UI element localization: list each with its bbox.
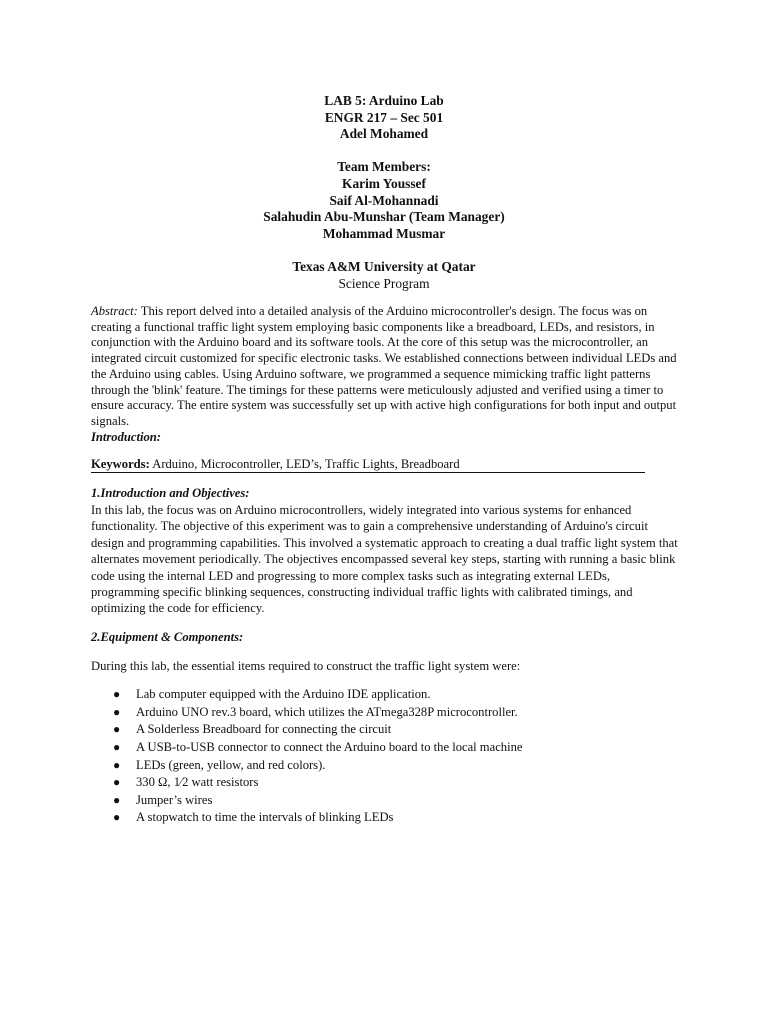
team-member: Mohammad Musmar — [322, 225, 446, 241]
title-block — [0, 93, 768, 292]
list-item: ● Arduino UNO rev.3 board, which utilizes the ATmega328P microcontroller. — [91, 704, 681, 722]
keywords-line — [91, 456, 645, 473]
bullet-icon: ● — [113, 757, 121, 772]
keywords-text: Arduino, Microcontroller, LED’s, Traffic Lights, Breadboard — [149, 457, 460, 472]
bullet-icon: ● — [113, 792, 121, 807]
section-2-heading: 2.Equipment & Components: — [91, 629, 244, 644]
lab-title: LAB 5: Arduino Lab — [324, 93, 444, 108]
program-name: Science Program — [338, 275, 430, 291]
body-content — [91, 304, 681, 827]
list-item: ● Jumper’s wires — [91, 792, 681, 810]
spacer — [91, 646, 681, 659]
team-member: Salahudin Abu-Munshar (Team Manager) — [263, 209, 505, 225]
course-section: ENGR 217 – Sec 501 — [324, 109, 444, 125]
abstract-label: Abstract: — [91, 304, 138, 318]
section-1-paragraph: In this lab, the focus was on Arduino microcontrollers, widely integrated into various systems for enhanced functionality. The objective of this experiment was to gain a comprehensive understanding of Arduino's circuit design and programming capabilities. This involved a systematic approach to creating a dual traffic light system that alternates movement periodically. The objectives encompassed several key steps, starting with running a basic blink code using the internal LED and progressing to more complex tasks such as integrating external LEDs, programming specific blinking sequences, constructing individual traffic lights with calibrated timings, and optimizing the code for efficiency. — [91, 503, 678, 616]
bullet-icon: ● — [113, 775, 121, 790]
abstract-paragraph — [91, 304, 681, 430]
bullet-icon: ● — [113, 704, 121, 719]
spacer — [91, 617, 681, 630]
list-item: ● LEDs (green, yellow, and red colors). — [91, 757, 681, 775]
team-member: Saif Al-Mohannadi — [329, 192, 439, 208]
spacer — [0, 143, 768, 160]
list-item: ● A stopwatch to time the intervals of blinking LEDs — [91, 809, 681, 827]
spacer — [91, 445, 681, 456]
bullet-icon: ● — [113, 687, 121, 702]
list-item: ● A USB-to-USB connector to connect the Arduino board to the local machine — [91, 739, 681, 757]
section-1-heading: 1.Introduction and Objectives: — [91, 486, 250, 501]
spacer — [0, 242, 768, 259]
spacer — [91, 674, 681, 686]
keywords-label: Keywords: — [91, 457, 150, 472]
bullet-icon: ● — [113, 740, 121, 755]
introduction-label: Introduction: — [91, 429, 161, 444]
list-item: ● 330 Ω, 1⁄2 watt resistors — [91, 774, 681, 792]
section-2-intro: During this lab, the essential items required to construct the traffic light system were: — [91, 658, 521, 673]
bullet-icon: ● — [113, 722, 121, 737]
team-member: Karim Youssef — [342, 175, 426, 191]
equipment-list — [91, 686, 681, 827]
list-item: ● A Solderless Breadboard for connecting the circuit — [91, 721, 681, 739]
bullet-icon: ● — [113, 810, 121, 825]
spacer — [91, 473, 681, 486]
author-name: Adel Mohamed — [339, 126, 429, 142]
abstract-text: This report delved into a detailed analysis of the Arduino microcontroller's design. The focus was on creating a functional traffic light system employing basic components like a breadboard, LEDs, and resistors, in conjunction with the Arduino board and its software tools. At the core of this setup was the microcontroller, an integrated circuit customized for specific electronic tasks. We established connections between individual LEDs and the Arduino using cables. Using Arduino software, we programmed a sequence mimicking traffic light patterns through the 'blink' feature. The timings for these patterns were meticulously adjusted and verified using a timer to ensure accuracy. The entire system was successfully set up with active high configurations for both input and output signals. — [91, 304, 677, 428]
team-heading: Team Members: — [337, 159, 431, 175]
list-item: ● Lab computer equipped with the Arduino IDE application. — [91, 686, 681, 704]
university-name: Texas A&M University at Qatar — [292, 258, 476, 274]
